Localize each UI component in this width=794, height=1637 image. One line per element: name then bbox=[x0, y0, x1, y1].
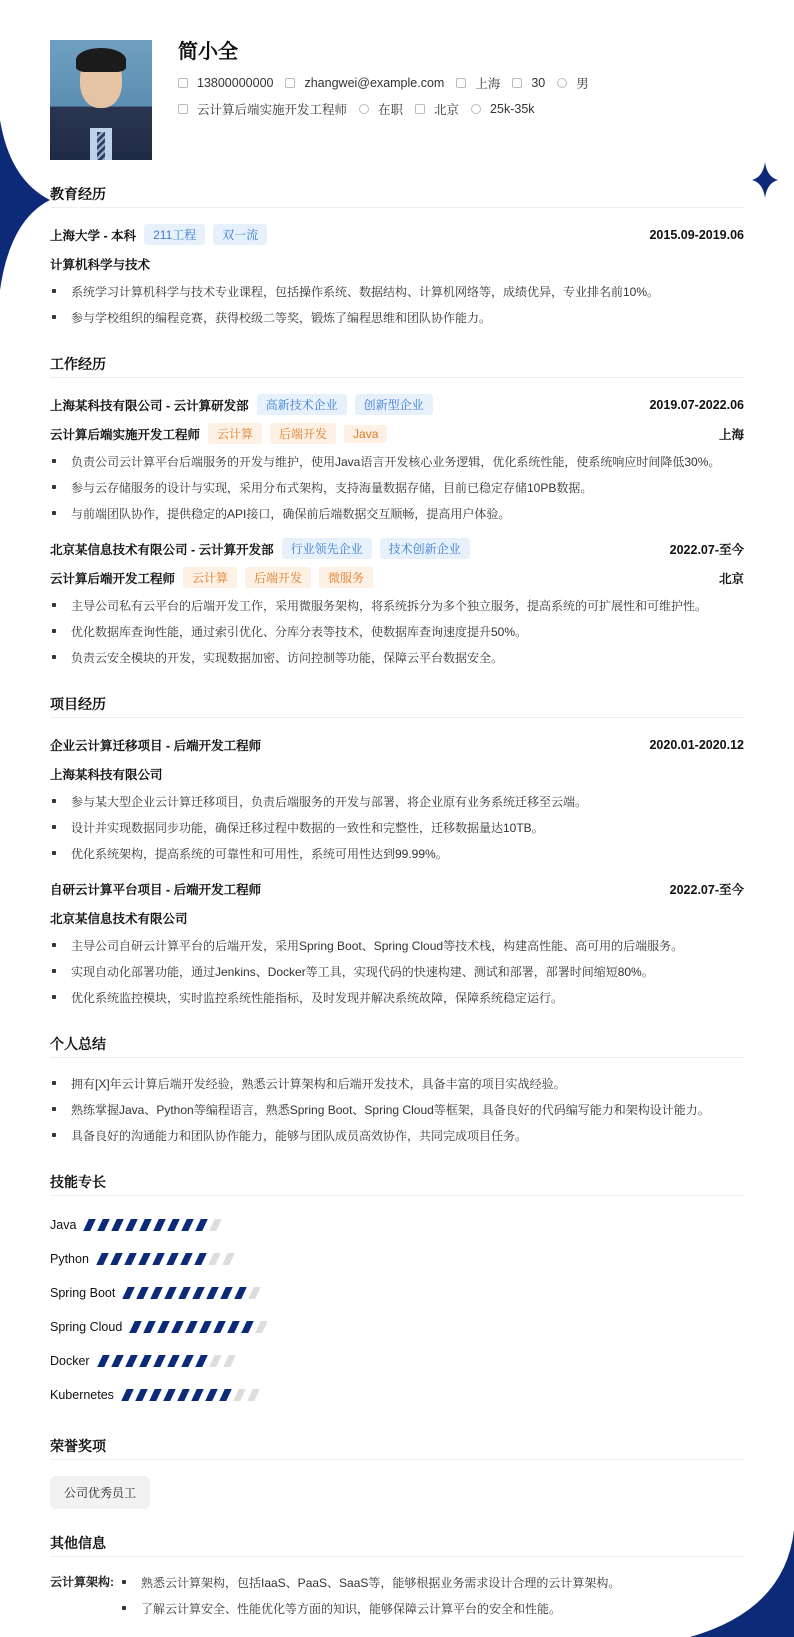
skill-level-segment bbox=[223, 1355, 236, 1367]
tag: 云计算 bbox=[208, 423, 262, 444]
bullet-item: 具备良好的沟通能力和团队协作能力，能够与团队成员高效协作，共同完成项目任务。 bbox=[50, 1122, 744, 1148]
skill-level-segment bbox=[97, 1355, 110, 1367]
bullet-item: 优化数据库查询性能，通过索引优化、分库分表等技术，使数据库查询速度提升50%。 bbox=[50, 618, 744, 644]
skill-level-segment bbox=[165, 1287, 178, 1299]
skill-level-segment bbox=[185, 1321, 198, 1333]
bullet-item: 实现自动化部署功能，通过Jenkins、Docker等工具，实现代码的快速构建、测试和部署，部署时间缩短80%。 bbox=[50, 958, 744, 984]
tag: 后端开发 bbox=[270, 423, 336, 444]
bullet-item: 参与学校组织的编程竞赛，获得校级二等奖，锻炼了编程思维和团队协作能力。 bbox=[50, 304, 744, 330]
entry-row bbox=[50, 220, 744, 249]
school-name: 上海大学 - 本科 bbox=[50, 228, 137, 243]
skill-level-bar bbox=[100, 1355, 240, 1367]
skill-level-segment bbox=[199, 1321, 212, 1333]
skill-level-segment bbox=[98, 1219, 111, 1231]
email-icon bbox=[285, 78, 295, 88]
education-section bbox=[50, 184, 744, 330]
award-badge: 公司优秀员工 bbox=[50, 1476, 150, 1509]
awards-section bbox=[50, 1436, 744, 1509]
date-range: 2022.07-至今 bbox=[669, 882, 744, 897]
skill-level-segment bbox=[180, 1253, 193, 1265]
entry-row bbox=[50, 874, 744, 903]
skill-level-segment bbox=[182, 1219, 195, 1231]
skill-level-segment bbox=[125, 1355, 138, 1367]
entry-row bbox=[50, 563, 744, 592]
skill-item bbox=[50, 1276, 744, 1310]
other-section bbox=[50, 1533, 744, 1621]
skill-level-segment bbox=[181, 1355, 194, 1367]
skill-level-segment bbox=[121, 1389, 134, 1401]
education-title: 教育经历 bbox=[50, 184, 744, 208]
skill-level-segment bbox=[135, 1389, 148, 1401]
job-status: 在职 bbox=[378, 103, 404, 117]
skill-name: Spring Boot bbox=[50, 1286, 116, 1300]
bullet-item: 熟练掌握Java、Python等编程语言，熟悉Spring Boot、Spring Cloud等框架，具备良好的代码编写能力和架构设计能力。 bbox=[50, 1096, 744, 1122]
skill-level-segment bbox=[227, 1321, 240, 1333]
skill-level-segment bbox=[124, 1253, 137, 1265]
age: 30 bbox=[531, 76, 546, 90]
entry-row bbox=[50, 419, 744, 448]
skill-level-bar bbox=[132, 1321, 272, 1333]
building-icon bbox=[415, 104, 425, 114]
skill-level-segment bbox=[166, 1253, 179, 1265]
tag: 高新技术企业 bbox=[257, 394, 347, 415]
job-role: 云计算后端实施开发工程师 bbox=[50, 427, 201, 442]
skill-name: Docker bbox=[50, 1354, 90, 1368]
skill-level-segment bbox=[126, 1219, 139, 1231]
awards-title: 荣誉奖项 bbox=[50, 1436, 744, 1460]
skill-level-segment bbox=[152, 1253, 165, 1265]
skills-title: 技能专长 bbox=[50, 1172, 744, 1196]
skill-level-segment bbox=[143, 1321, 156, 1333]
bullet-item: 系统学习计算机科学与技术专业课程，包括操作系统、数据结构、计算机网络等，成绩优异，专业排名前10%。 bbox=[50, 278, 744, 304]
skill-level-segment bbox=[221, 1287, 234, 1299]
entry-row bbox=[50, 390, 744, 419]
status-icon bbox=[359, 104, 369, 114]
salary-icon bbox=[471, 104, 481, 114]
skill-level-segment bbox=[139, 1355, 152, 1367]
skill-level-segment bbox=[177, 1389, 190, 1401]
bullet-item: 主导公司私有云平台的后端开发工作，采用微服务架构，将系统拆分为多个独立服务，提高系统的可扩展性和可维护性。 bbox=[50, 592, 744, 618]
entry-row bbox=[50, 903, 744, 932]
skill-level-segment bbox=[137, 1287, 150, 1299]
skill-level-segment bbox=[249, 1287, 262, 1299]
skill-level-segment bbox=[207, 1287, 220, 1299]
gender: 男 bbox=[576, 77, 589, 91]
skill-level-segment bbox=[179, 1287, 192, 1299]
entry-row bbox=[50, 759, 744, 788]
tag: 云计算 bbox=[183, 567, 237, 588]
skill-level-segment bbox=[151, 1287, 164, 1299]
skill-level-bar bbox=[86, 1219, 226, 1231]
skill-level-segment bbox=[255, 1321, 268, 1333]
skill-level-bar bbox=[99, 1253, 239, 1265]
skill-level-segment bbox=[112, 1219, 125, 1231]
company-name: 上海某科技有限公司 - 云计算研发部 bbox=[50, 398, 249, 413]
skill-level-segment bbox=[219, 1389, 232, 1401]
skill-level-segment bbox=[208, 1253, 221, 1265]
age-icon bbox=[512, 78, 522, 88]
project-company: 北京某信息技术有限公司 bbox=[50, 911, 188, 926]
skill-level-segment bbox=[84, 1219, 97, 1231]
skills-section bbox=[50, 1172, 744, 1412]
city: 上海 bbox=[475, 77, 501, 91]
location: 北京 bbox=[718, 571, 744, 586]
tag: 技术创新企业 bbox=[380, 538, 470, 559]
skill-level-segment bbox=[111, 1355, 124, 1367]
phone: 13800000000 bbox=[197, 76, 274, 90]
home-icon bbox=[456, 78, 466, 88]
expected-salary: 25k-35k bbox=[490, 102, 535, 116]
date-range: 2020.01-2020.12 bbox=[649, 737, 744, 752]
entry-row bbox=[50, 534, 744, 563]
skill-level-segment bbox=[138, 1253, 151, 1265]
skill-level-segment bbox=[129, 1321, 142, 1333]
work-section bbox=[50, 354, 744, 670]
skill-level-segment bbox=[209, 1355, 222, 1367]
tag: 行业领先企业 bbox=[282, 538, 372, 559]
bullet-item: 参与云存储服务的设计与实现，采用分布式架构，支持海量数据存储，目前已稳定存储10PB数据。 bbox=[50, 474, 744, 500]
skill-level-bar bbox=[125, 1287, 265, 1299]
email: zhangwei@example.com bbox=[304, 76, 445, 90]
skill-name: Java bbox=[50, 1218, 77, 1232]
skill-name: Python bbox=[50, 1252, 89, 1266]
project-name: 自研云计算平台项目 - 后端开发工程师 bbox=[50, 882, 262, 897]
skill-level-segment bbox=[222, 1253, 235, 1265]
star-icon bbox=[752, 162, 778, 198]
resume bbox=[50, 40, 744, 1621]
skill-item bbox=[50, 1344, 744, 1378]
tag: 后端开发 bbox=[245, 567, 311, 588]
company-name: 北京某信息技术有限公司 - 云计算开发部 bbox=[50, 542, 274, 557]
bullet-item: 参与某大型企业云计算迁移项目，负责后端服务的开发与部署，将企业原有业务系统迁移至云端。 bbox=[50, 788, 744, 814]
bullet-item: 优化系统监控模块，实时监控系统性能指标，及时发现并解决系统故障，保障系统稳定运行。 bbox=[50, 984, 744, 1010]
skill-level-segment bbox=[235, 1287, 248, 1299]
skill-level-segment bbox=[110, 1253, 123, 1265]
skill-level-segment bbox=[241, 1321, 254, 1333]
location: 上海 bbox=[718, 427, 744, 442]
work-title: 工作经历 bbox=[50, 354, 744, 378]
gender-icon bbox=[557, 78, 567, 88]
bullet-item: 设计并实现数据同步功能，确保迁移过程中数据的一致性和完整性，迁移数据量达10TB。 bbox=[50, 814, 744, 840]
target-position: 云计算后端实施开发工程师 bbox=[197, 103, 348, 117]
project-name: 企业云计算迁移项目 - 后端开发工程师 bbox=[50, 738, 262, 753]
tag: Java bbox=[344, 425, 387, 443]
skill-level-segment bbox=[194, 1253, 207, 1265]
skill-item bbox=[50, 1378, 744, 1412]
skill-level-segment bbox=[171, 1321, 184, 1333]
date-range: 2022.07-至今 bbox=[669, 542, 744, 557]
skill-level-segment bbox=[123, 1287, 136, 1299]
tag: 微服务 bbox=[319, 567, 373, 588]
skill-level-bar bbox=[124, 1389, 264, 1401]
skill-level-segment bbox=[210, 1219, 223, 1231]
skill-item bbox=[50, 1208, 744, 1242]
bullet-item: 拥有[X]年云计算后端开发经验，熟悉云计算架构和后端开发技术，具备丰富的项目实战经验。 bbox=[50, 1070, 744, 1096]
other-title: 其他信息 bbox=[50, 1533, 744, 1557]
bullet-item: 负责云安全模块的开发，实现数据加密、访问控制等功能，保障云平台数据安全。 bbox=[50, 644, 744, 670]
avatar bbox=[50, 40, 152, 160]
skill-level-segment bbox=[157, 1321, 170, 1333]
tag: 创新型企业 bbox=[355, 394, 433, 415]
skill-level-segment bbox=[140, 1219, 153, 1231]
job-role: 云计算后端开发工程师 bbox=[50, 571, 176, 586]
other-item bbox=[50, 1569, 744, 1621]
target-city: 北京 bbox=[434, 103, 460, 117]
summary-section bbox=[50, 1034, 744, 1148]
spacer bbox=[50, 526, 744, 534]
bullet-item: 了解云计算安全、性能优化等方面的知识，能够保障云计算平台的安全和性能。 bbox=[120, 1595, 620, 1621]
spacer bbox=[50, 866, 744, 874]
skill-name: Kubernetes bbox=[50, 1388, 114, 1402]
skill-level-segment bbox=[233, 1389, 246, 1401]
skill-level-segment bbox=[154, 1219, 167, 1231]
skill-level-segment bbox=[213, 1321, 226, 1333]
skill-level-segment bbox=[168, 1219, 181, 1231]
projects-section bbox=[50, 694, 744, 1010]
date-range: 2015.09-2019.06 bbox=[649, 227, 744, 242]
summary-title: 个人总结 bbox=[50, 1034, 744, 1058]
other-label: 云计算架构: bbox=[50, 1575, 114, 1589]
other-bullets bbox=[120, 1569, 620, 1621]
phone-icon bbox=[178, 78, 188, 88]
date-range: 2019.07-2022.06 bbox=[649, 397, 744, 412]
skill-level-segment bbox=[96, 1253, 109, 1265]
candidate-name: 简小全 bbox=[178, 41, 238, 63]
skill-name: Spring Cloud bbox=[50, 1320, 123, 1334]
entry-row bbox=[50, 249, 744, 278]
skill-level-segment bbox=[196, 1219, 209, 1231]
skill-item bbox=[50, 1310, 744, 1344]
skill-level-segment bbox=[153, 1355, 166, 1367]
send-icon bbox=[178, 104, 188, 114]
skill-level-segment bbox=[149, 1389, 162, 1401]
bullet-item: 与前端团队协作，提供稳定的API接口，确保前后端数据交互顺畅，提高用户体验。 bbox=[50, 500, 744, 526]
skill-level-segment bbox=[205, 1389, 218, 1401]
bullet-item: 熟悉云计算架构，包括IaaS、PaaS、SaaS等，能够根据业务需求设计合理的云计算架构。 bbox=[120, 1569, 620, 1595]
bullet-item: 负责公司云计算平台后端服务的开发与维护，使用Java语言开发核心业务逻辑，优化系统性能，使系统响应时间降低30%。 bbox=[50, 448, 744, 474]
projects-title: 项目经历 bbox=[50, 694, 744, 718]
profile-header bbox=[50, 40, 744, 160]
tag: 双一流 bbox=[213, 224, 267, 245]
skill-item bbox=[50, 1242, 744, 1276]
tag: 211工程 bbox=[144, 224, 205, 245]
bullet-item: 主导公司自研云计算平台的后端开发，采用Spring Boot、Spring Cloud等技术栈，构建高性能、高可用的后端服务。 bbox=[50, 932, 744, 958]
skill-level-segment bbox=[193, 1287, 206, 1299]
skill-level-segment bbox=[247, 1389, 260, 1401]
skill-level-segment bbox=[195, 1355, 208, 1367]
skill-level-segment bbox=[163, 1389, 176, 1401]
bullet-item: 优化系统架构，提高系统的可靠性和可用性，系统可用性达到99.99%。 bbox=[50, 840, 744, 866]
skill-level-segment bbox=[167, 1355, 180, 1367]
project-company: 上海某科技有限公司 bbox=[50, 767, 163, 782]
entry-row bbox=[50, 730, 744, 759]
skill-level-segment bbox=[191, 1389, 204, 1401]
major: 计算机科学与技术 bbox=[50, 257, 151, 272]
